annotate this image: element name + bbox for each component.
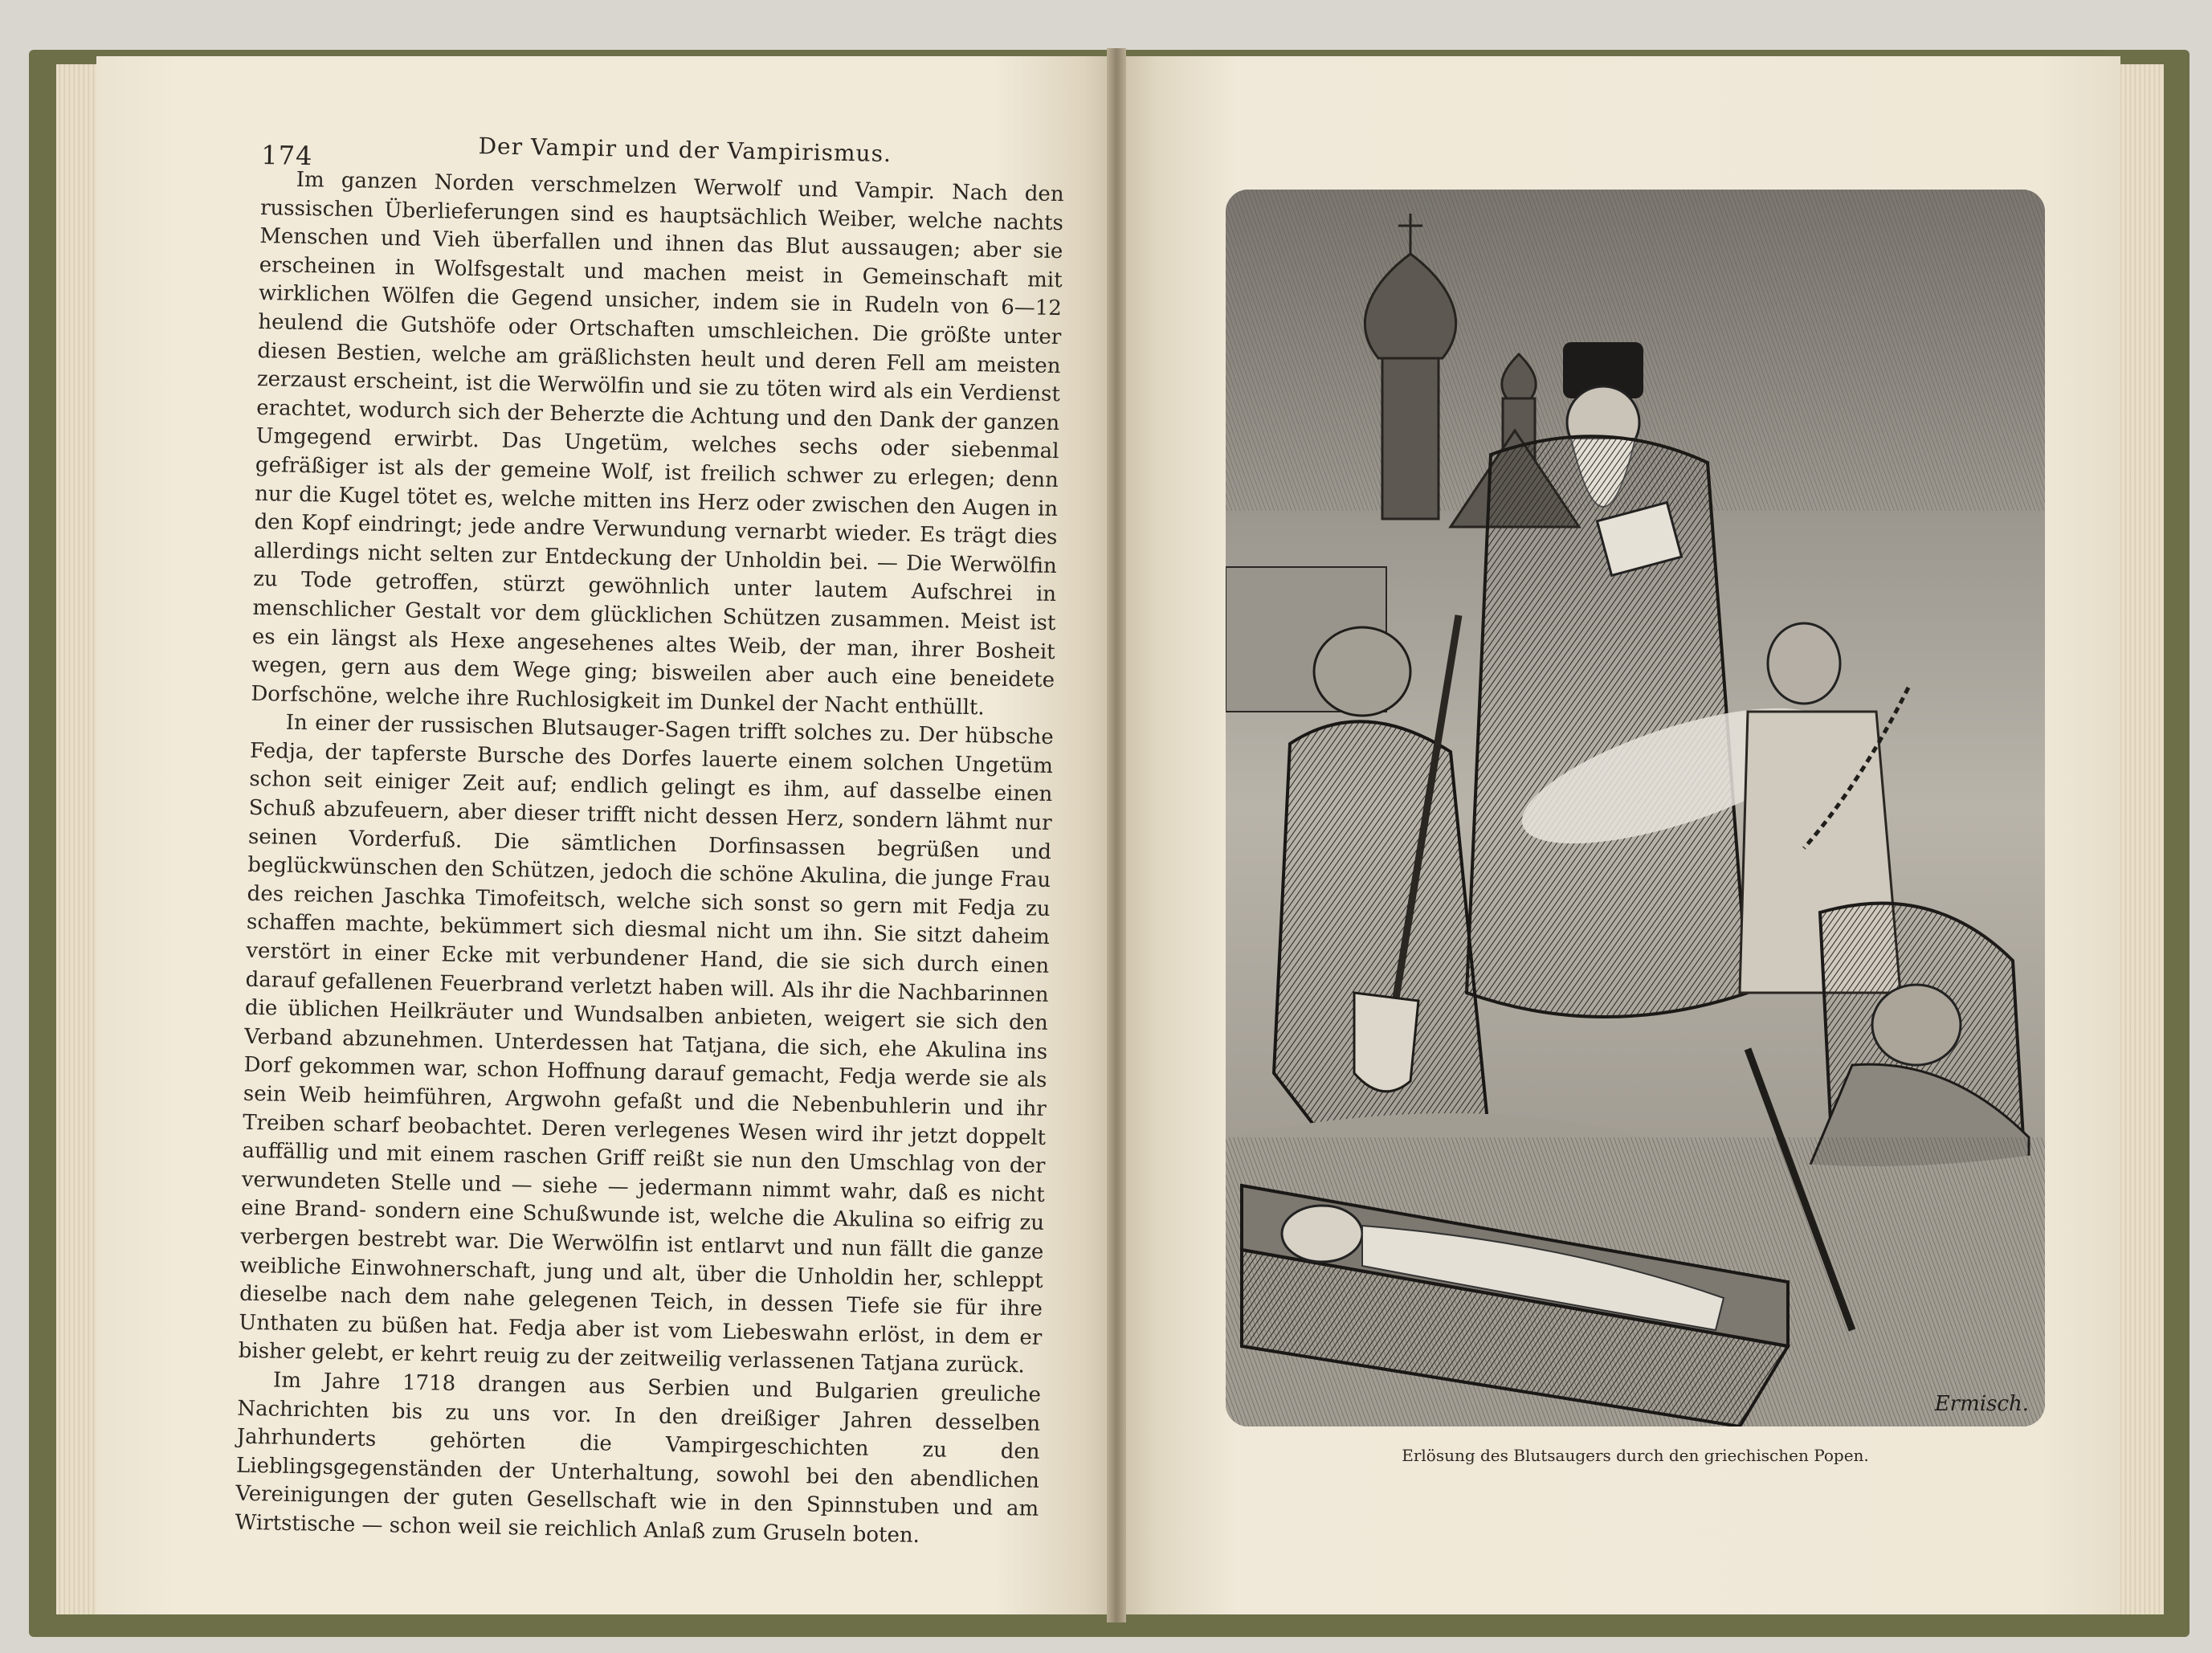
book-gutter [1107, 48, 1126, 1622]
page-number: 174 [261, 139, 313, 172]
running-head-title: Der Vampir und der Vampirismus. [478, 133, 892, 168]
engraving-drawing [1226, 190, 2045, 1426]
illustration-caption: Erlösung des Blutsaugers durch den griechischen Popen. [1402, 1446, 1869, 1465]
paragraph-2: In einer der russischen Blutsauger-Sagen trifft solches zu. Der hübsche Fedja, der tapferste Bursche des Dorfes lauerte einem solchen Ungetüm schon seit einiger Zeit auf; endlich gelingt es ihm, auf dasselbe einen Schuß abzufeuern, aber dieser trifft nicht dessen Herz, sondern lähmt nur seinen Vorderfuß. Die sämtlichen Dorfinsassen begrüßen und beglückwünschen den Schützen, jedoch die schöne Akulina, die junge Frau des reichen Jaschka Timofeitsch, welche sich sonst so gern mit Fedja zu schaffen machte, bekümmert sich diesmal nicht um ihn. Sie sitzt daheim verstört in einer Ecke mit verbundener Hand, die sie sich durch einen darauf gefallenen Feuerbrand verletzt haben will. Als ihr die Nachbarinnen die üblichen Heilkräuter und Wundsalben anbieten, weigert sie sich den Verband abzunehmen. Unterdessen hat Tatjana, die sich, ehe Akulina ins Dorf gekommen war, schon Hoffnung darauf gemacht, Fedja werde sie als sein Weib heimführen, Argwohn gefaßt und die Nebenbuhlerin und ihr Treiben scharf beobachtet. Deren verlegenes Wesen wird ihr jetzt doppelt auffällig und mit einem raschen Griff reißt sie nun den Umschlag von der verwundeten Stelle und — siehe — jedermann nimmt wahr, daß es nicht eine Brand- sondern eine Schußwunde ist, welche die Akulina so eifrig zu verbergen bestrebt war. Die Werwölfin ist entlarvt und nun fällt die ganze weibliche Einwohnerschaft, jung und alt, über die Unholdin her, schleppt dieselbe nach dem nahe gelegenen Teich, in dessen Tiefe sie für ihre Unthaten zu büßen hat. Fedja aber ist vom Liebeswahn erlöst, in dem er bisher gelebt, er kehrt reuig zu der zeitweilig verlassenen Tatjana zurück. [238, 710, 1054, 1378]
paragraph-1: Im ganzen Norden verschmelzen Werwolf und Vampir. Nach den russischen Überlieferungen sind es hauptsächlich Weiber, welche nachts Menschen und Vieh überfallen und ihnen das Blut aussaugen; aber sie erscheinen in Wolfsgestalt und machen meist in Gemeinschaft mit wirklichen Wölfen die Gegend unsicher, indem sie in Rudeln von 6—12 heulend die Gutshöfe oder Ortschaften umschleichen. Die größte unter diesen Bestien, welche am gräßlichsten heult und deren Fell am meisten zerzaust erscheint, ist die Werwölfin und sie zu töten wird als ein Verdienst erachtet, wodurch sich der Beherzte die Achtung und den Dank der ganzen Umgegend erwirbt. Das Ungetüm, welches sechs oder siebenmal gefräßiger ist als der gemeine Wolf, ist freilich schwer zu erlegen; denn nur die Kugel tötet es, welche mitten ins Herz oder zwischen den Augen in den Kopf eindringt; jede andre Verwundung vernarbt wieder. Es trägt dies allerdings nicht selten zur Entdeckung der Unholdin bei. — Die Werwölfin zu Tode getroffen, stürzt gewöhnlich unter lautem Aufschrei in menschlicher Gestalt vor dem glücklichen Schützen zusammen. Meist ist es ein längst als Hexe angesehenes altes Weib, der man, ihrer Bosheit wegen, gern aus dem Wege ging; bisweilen aber auch eine beneidete Dorfschöne, welche ihre Ruchlosigkeit im Dunkel der Nacht enthüllt. [251, 167, 1064, 720]
engraving-illustration [1226, 190, 2045, 1426]
artist-signature: Ermisch. [1934, 1392, 2029, 1416]
left-page-text-block [235, 129, 1065, 1548]
body-text [235, 165, 1064, 1553]
paragraph-3: Im Jahre 1718 drangen aus Serbien und Bulgarien greuliche Nachrichten bis zu uns vor. In den dreißiger Jahren desselben Jahrhunderts gehörten die Vampirgeschichten zu den Lieblingsgegenständen der Unterhaltung, sowohl bei den abendlichen Vereinigungen der guten Gesellschaft wie in den Spinnstuben und am Wirtstische — schon weil sie reichlich Anlaß zum Gruseln boten. [235, 1368, 1042, 1548]
